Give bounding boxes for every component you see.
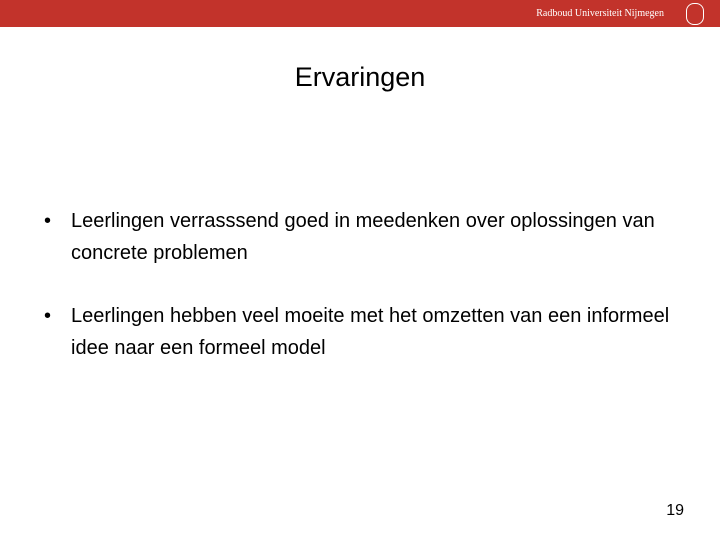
bullet-icon: • [44, 305, 52, 327]
bullet-text: Leerlingen verrasssend goed in meedenken over oplossingen van concrete problemen [71, 210, 655, 264]
university-logo-text: Radboud Universiteit Nijmegen [536, 8, 664, 19]
page-number: 19 [666, 502, 684, 519]
bullet-item [44, 300, 684, 364]
header-bar [0, 0, 720, 27]
slide-title: Ervaringen [294, 62, 426, 92]
university-seal-icon [686, 3, 704, 25]
bullet-icon: • [44, 210, 52, 232]
bullet-text: Leerlingen hebben veel moeite met het omzetten van een informeel idee naar een formeel model [71, 305, 670, 359]
bullet-item [44, 205, 684, 269]
bullet-list [44, 205, 684, 395]
